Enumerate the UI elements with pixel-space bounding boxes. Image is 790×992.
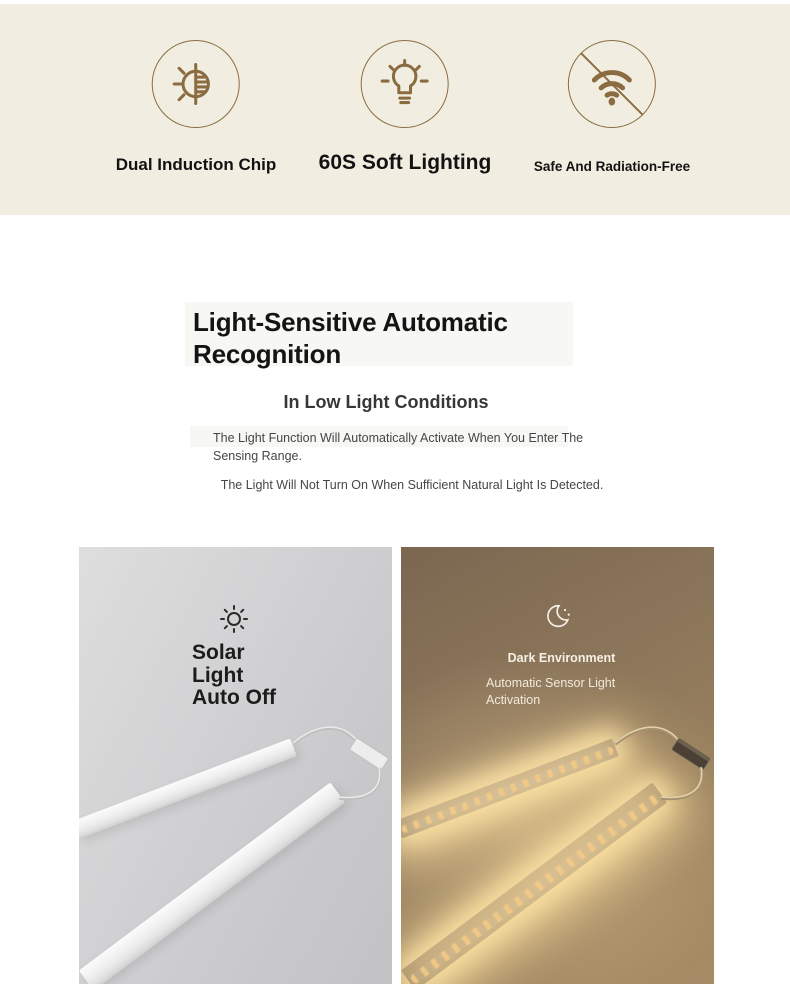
night-caption-subtitle: Automatic Sensor Light Activation [486,676,616,707]
icon-circle [152,40,240,128]
info-section [0,215,790,547]
connector-wire [79,547,392,984]
icon-circle [361,40,449,128]
feature-soft-lighting [319,40,492,175]
section-subtitle: In Low Light Conditions [283,392,489,412]
info-paragraph-activate: The Light Function Will Automatically Activate When You Enter The Sensing Range. [213,431,584,463]
feature-label: Dual Induction Chip [115,155,277,174]
feature-radiation-free [534,40,690,174]
day-caption-line: Solar [192,641,245,664]
info-paragraph-daylight: The Light Will Not Turn On When Sufficient Natural Light Is Detected. [220,478,604,492]
night-panel-image [401,547,714,984]
section-title: Light-Sensitive Automatic Recognition [193,307,508,369]
no-radiation-icon [569,41,655,127]
night-caption-title: Dark Environment [507,651,616,665]
feature-strip [0,4,790,215]
feature-label: 60S Soft Lighting [318,151,492,174]
day-panel-image [79,547,392,984]
feature-dual-induction [116,40,277,175]
day-caption-line: Light [192,663,244,687]
dual-induction-chip-icon [153,41,239,127]
icon-circle [568,40,656,128]
feature-label: Safe And Radiation-Free [533,159,691,174]
soft-lighting-bulb-icon [362,41,448,127]
day-caption-line: Auto Off [192,686,276,709]
connector-wire [401,547,714,984]
